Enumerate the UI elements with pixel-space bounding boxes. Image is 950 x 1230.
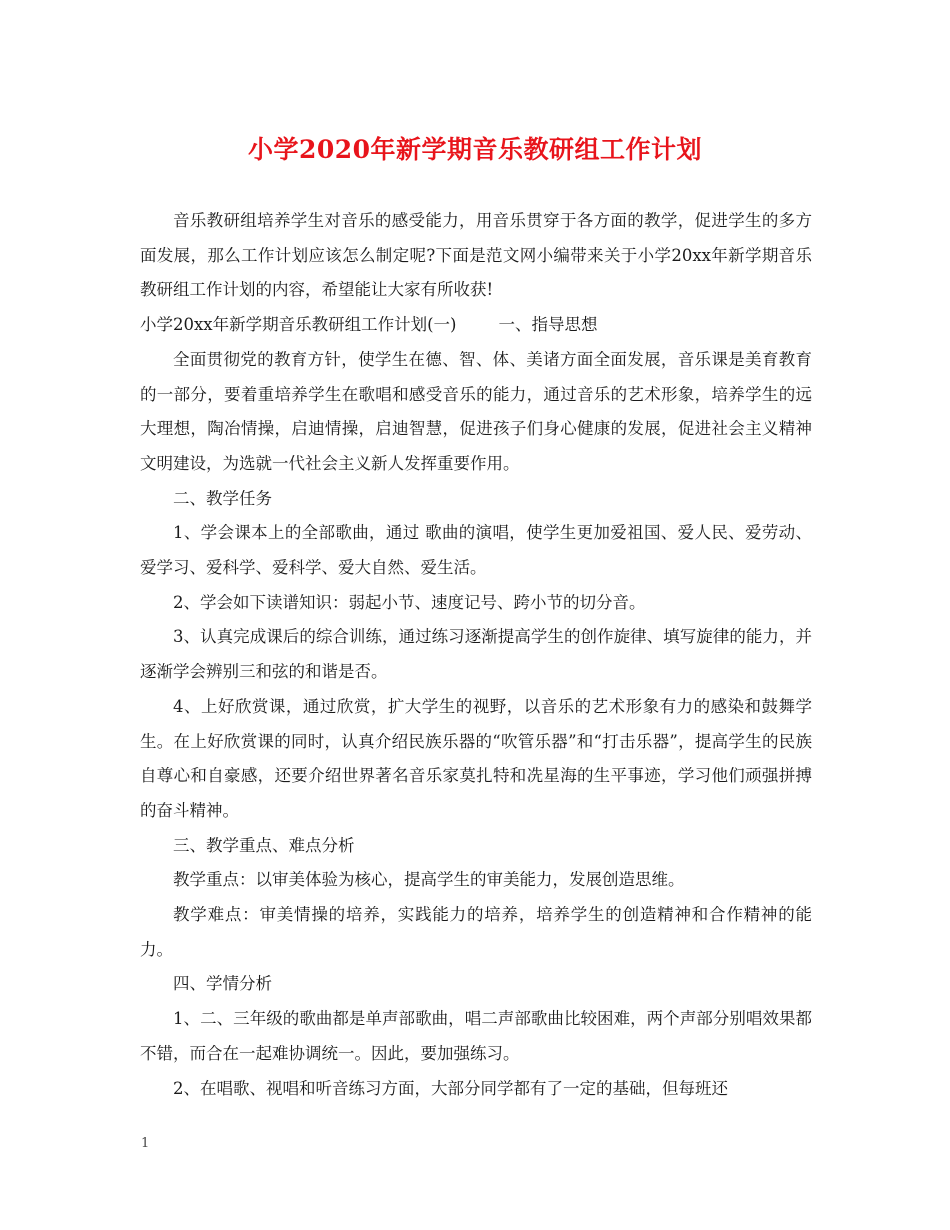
plan-subtitle: 小学20xx年新学期音乐教研组工作计划(一) [140,315,457,335]
section-heading-guiding-thought: 一、指导思想 [498,315,598,335]
section-heading-student-analysis: 四、学情分析 [173,974,272,994]
section-heading-key-points: 三、教学重点、难点分析 [173,835,355,855]
paragraph-guiding-thought: 全面贯彻党的教育方针，使学生在德、智、体、美诸方面全面发展，音乐课是美育教育的一部分，要着重培养学生在歌唱和感受音乐的能力，通过音乐的艺术形象，培养学生的远大理想，陶冶情操，启迪情操，启迪智慧，促进孩子们身心健康的发展，促进社会主义精神文明建设，为选就一代社会主义新人发挥重要作用。 [140,349,812,473]
difficulty-paragraph: 教学难点：审美情操的培养，实践能力的培养，培养学生的创造精神和合作精神的能力。 [140,905,812,959]
document-body [140,204,812,1106]
task-item-1: 1、学会课本上的全部歌曲，通过 歌曲的演唱，使学生更加爱祖国、爱人民、爱劳动、爱学习、爱科学、爱科学、爱大自然、爱生活。 [140,523,812,578]
section-heading-teaching-tasks: 二、教学任务 [173,488,272,508]
subtitle-line [140,308,812,343]
analysis-item-2: 2、在唱歌、视唱和听音练习方面，大部分同学都有了一定的基础，但每班还 [173,1078,728,1098]
analysis-item-1: 1、二、三年级的歌曲都是单声部歌曲，唱二声部歌曲比较困难，两个声部分别唱效果都不错，而合在一起难协调统一。因此，要加强练习。 [140,1009,812,1063]
task-item-4: 4、上好欣赏课，通过欣赏，扩大学生的视野，以音乐的艺术形象有力的感染和鼓舞学生。在上好欣赏课的同时，认真介绍民族乐器的“吹管乐器”和“打击乐器”，提高学生的民族自尊心和自豪感，还要介绍世界著名音乐家莫扎特和冼星海的生平事迹，学习他们顽强拼搏的奋斗精神。 [140,696,812,820]
document-title: 小学2020年新学期音乐教研组工作计划 [247,135,703,164]
page-number: 1 [141,1136,150,1151]
key-point-paragraph: 教学重点：以审美体验为核心，提高学生的审美能力，发展创造思维。 [173,870,685,890]
task-item-3: 3、认真完成课后的综合训练，通过练习逐渐提高学生的创作旋律、填写旋律的能力，并逐渐学会辨别三和弦的和谐是否。 [140,627,812,682]
task-item-2: 2、学会如下读谱知识：弱起小节、速度记号、跨小节的切分音。 [173,592,646,612]
intro-paragraph: 音乐教研组培养学生对音乐的感受能力，用音乐贯穿于各方面的教学，促进学生的多方面发展，那么工作计划应该怎么制定呢?下面是范文网小编带来关于小学20xx年新学期音乐教研组工作计划的内容，希望能让大家有所收获! [140,211,812,300]
